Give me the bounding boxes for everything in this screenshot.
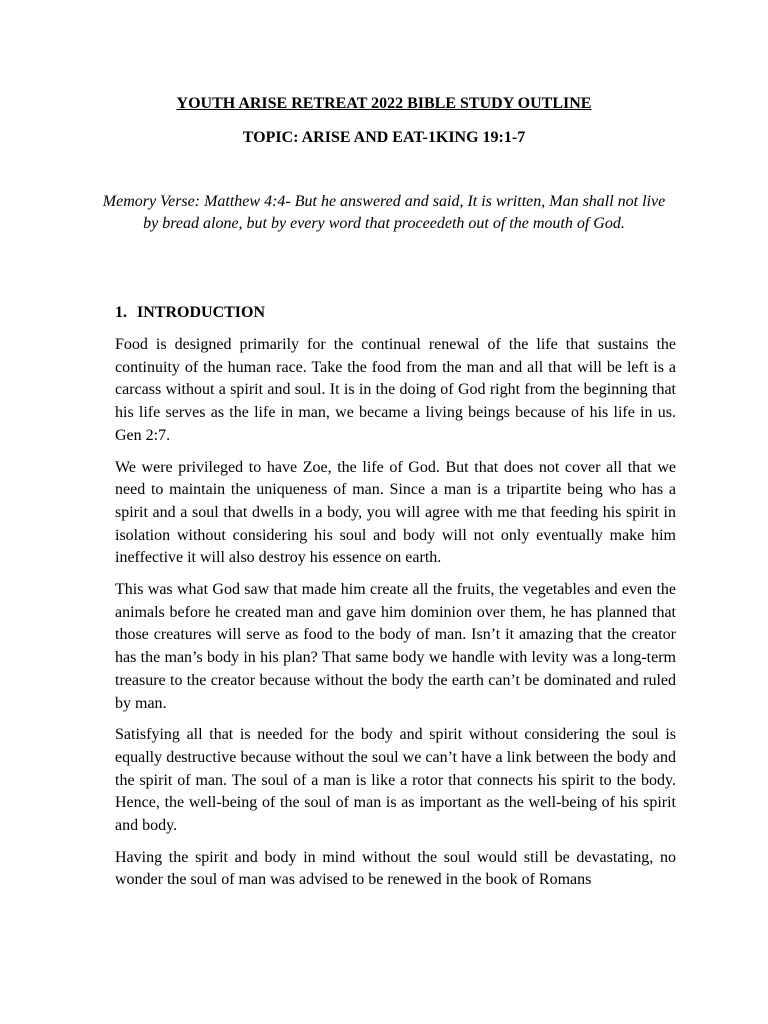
- body-text: [115, 334, 676, 901]
- memory-verse: Memory Verse: Matthew 4:4- But he answered and said, It is written, Man shall not live by bread alone, but by every word that proceedeth out of the mouth of God.: [102, 193, 666, 232]
- paragraph: Having the spirit and body in mind without the soul would still be devastating, no wonder the soul of man was advised to be renewed in the book of Romans: [115, 848, 676, 889]
- section-heading: [115, 303, 265, 323]
- paragraph: This was what God saw that made him create all the fruits, the vegetables and even the animals before he created man and gave him dominion over them, he has planned that those creatures will serve as food to the body of man. Isn’t it amazing that the creator has the man’s body in his plan? That same body we handle with levity was a long-term treasure to the creator because without the body the earth can’t be dominated and ruled by man.: [115, 581, 676, 712]
- section-number: 1.: [115, 304, 127, 321]
- paragraph: Satisfying all that is needed for the body and spirit without considering the soul is equally destructive because without the soul we can’t have a link between the body and the spirit of man. The soul of a man is like a rotor that connects his spirit to the body. Hence, the well-being of the soul of man is as important as the well-being of his spirit and body.: [115, 726, 676, 835]
- paragraph: Food is designed primarily for the continual renewal of the life that sustains the continuity of the human race. Take the food from the man and all that will be left is a carcass without a spirit and soul. It is in the doing of God right from the beginning that his life serves as the life in man, we became a living beings because of his life in us. Gen 2:7.: [115, 336, 676, 444]
- document-title: YOUTH ARISE RETREAT 2022 BIBLE STUDY OUTLINE: [176, 95, 592, 112]
- section-title: INTRODUCTION: [137, 304, 266, 321]
- paragraph: We were privileged to have Zoe, the life of God. But that does not cover all that we need to maintain the uniqueness of man. Since a man is a tripartite being who has a spirit and a soul that dwells in a body, you will agree with me that feeding his spirit in isolation without considering his soul and body will not only eventually make him ineffective it will also destroy his essence on earth.: [115, 458, 676, 567]
- document-topic: TOPIC: ARISE AND EAT-1KING 19:1-7: [242, 129, 526, 146]
